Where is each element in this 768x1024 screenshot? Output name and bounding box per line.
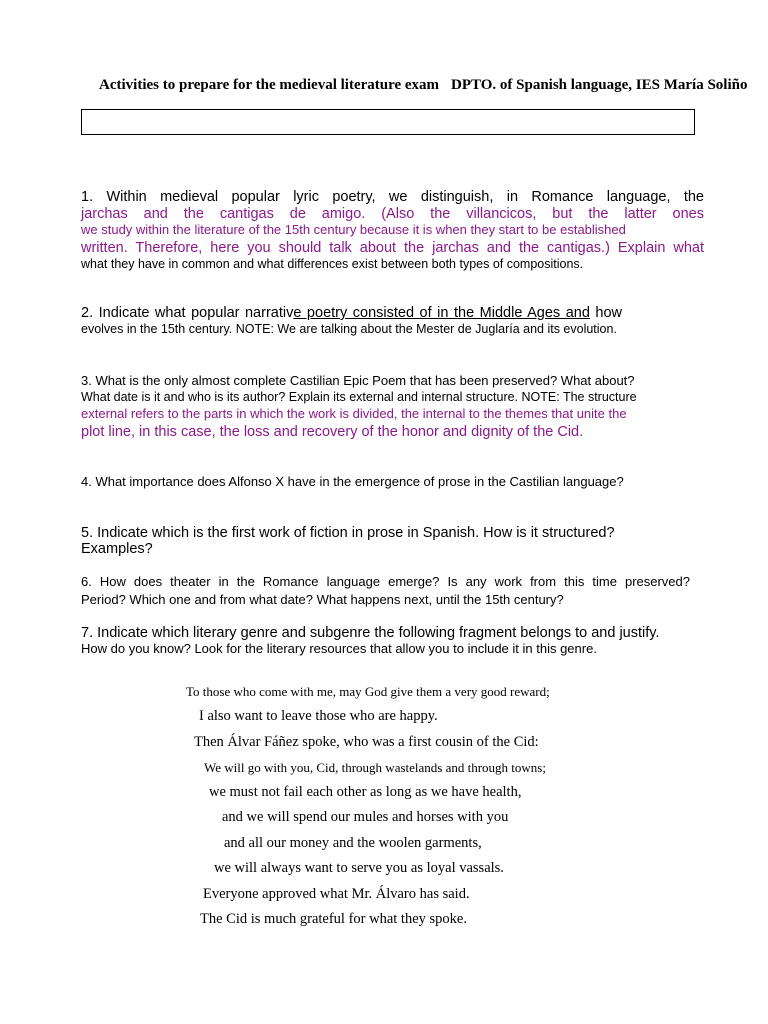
- poem-line-7: and all our money and the woolen garments,: [224, 835, 482, 851]
- q3-line-1: 3. What is the only almost complete Castilian Epic Poem that has been preserved? What about?: [81, 373, 635, 388]
- q2-underlined-text: e poetry consisted of in the Middle Ages and: [293, 305, 590, 321]
- q3-line-3: external refers to the parts in which the work is divided, the internal to the themes that unite the: [81, 406, 627, 421]
- q5-line-1: 5. Indicate which is the first work of fiction in prose in Spanish. How is it structured?: [81, 525, 615, 541]
- q3-line-2: What date is it and who is its author? Explain its external and internal structure. NOTE: The structure: [81, 390, 637, 404]
- poem-line-5: we must not fail each other as long as we have health,: [209, 784, 522, 800]
- question-4: [81, 474, 704, 490]
- question-7: [81, 625, 690, 657]
- q1-line-4: written. Therefore, here you should talk about the jarchas and the cantigas.) Explain what: [81, 240, 704, 256]
- q5-line-2: Examples?: [81, 541, 153, 557]
- poem-line-2: I also want to leave those who are happy.: [199, 708, 438, 724]
- q6-line-1: 6. How does theater in the Romance language emerge? Is any work from this time preserved?: [81, 574, 690, 589]
- poem-line-4: We will go with you, Cid, through wastelands and through towns;: [204, 760, 546, 775]
- q2-line-2: evolves in the 15th century. NOTE: We are talking about the Mester de Juglaría and its evolution.: [81, 322, 617, 336]
- q4-line-1: 4. What importance does Alfonso X have in the emergence of prose in the Castilian language?: [81, 474, 624, 489]
- q2-line-1-start: 2. Indicate what popular narrativ: [81, 305, 294, 321]
- poem-line-1: To those who come with me, may God give them a very good reward;: [186, 684, 550, 699]
- question-3: [81, 373, 704, 440]
- poem-line-3: Then Álvar Fáñez spoke, who was a first cousin of the Cid:: [194, 734, 539, 750]
- q2-line-1-end: how: [589, 305, 623, 321]
- question-2: [81, 305, 704, 337]
- q6-line-2: Period? Which one and from what date? What happens next, until the 15th century?: [81, 592, 564, 607]
- q3-line-4: plot line, in this case, the loss and recovery of the honor and dignity of the Cid.: [81, 424, 584, 440]
- q7-line-2: How do you know? Look for the literary resources that allow you to include it in this genre.: [81, 641, 597, 656]
- poem-line-10: The Cid is much grateful for what they spoke.: [200, 911, 467, 927]
- q1-line-3: we study within the literature of the 15th century because it is when they start to be established: [81, 222, 626, 237]
- question-6: [81, 574, 690, 608]
- name-input-box[interactable]: [81, 109, 695, 135]
- document-title: Activities to prepare for the medieval literature exam: [99, 77, 440, 93]
- poem-line-6: and we will spend our mules and horses with you: [222, 809, 509, 825]
- question-1: [81, 189, 704, 272]
- q1-line-1: 1. Within medieval popular lyric poetry, we distinguish, in Romance language, the: [81, 189, 704, 205]
- q7-line-1: 7. Indicate which literary genre and subgenre the following fragment belongs to and justify.: [81, 625, 660, 641]
- department-title: DPTO. of Spanish language, IES María Soliño: [451, 77, 748, 93]
- q2-line-1: [81, 305, 704, 321]
- question-5: [81, 525, 704, 557]
- q1-line-2: jarchas and the cantigas de amigo. (Also the villancicos, but the latter ones: [81, 206, 704, 222]
- poem-line-9: Everyone approved what Mr. Álvaro has said.: [203, 886, 470, 902]
- q1-line-5: what they have in common and what differences exist between both types of compositions.: [81, 257, 584, 271]
- poem-line-8: we will always want to serve you as loyal vassals.: [214, 860, 504, 876]
